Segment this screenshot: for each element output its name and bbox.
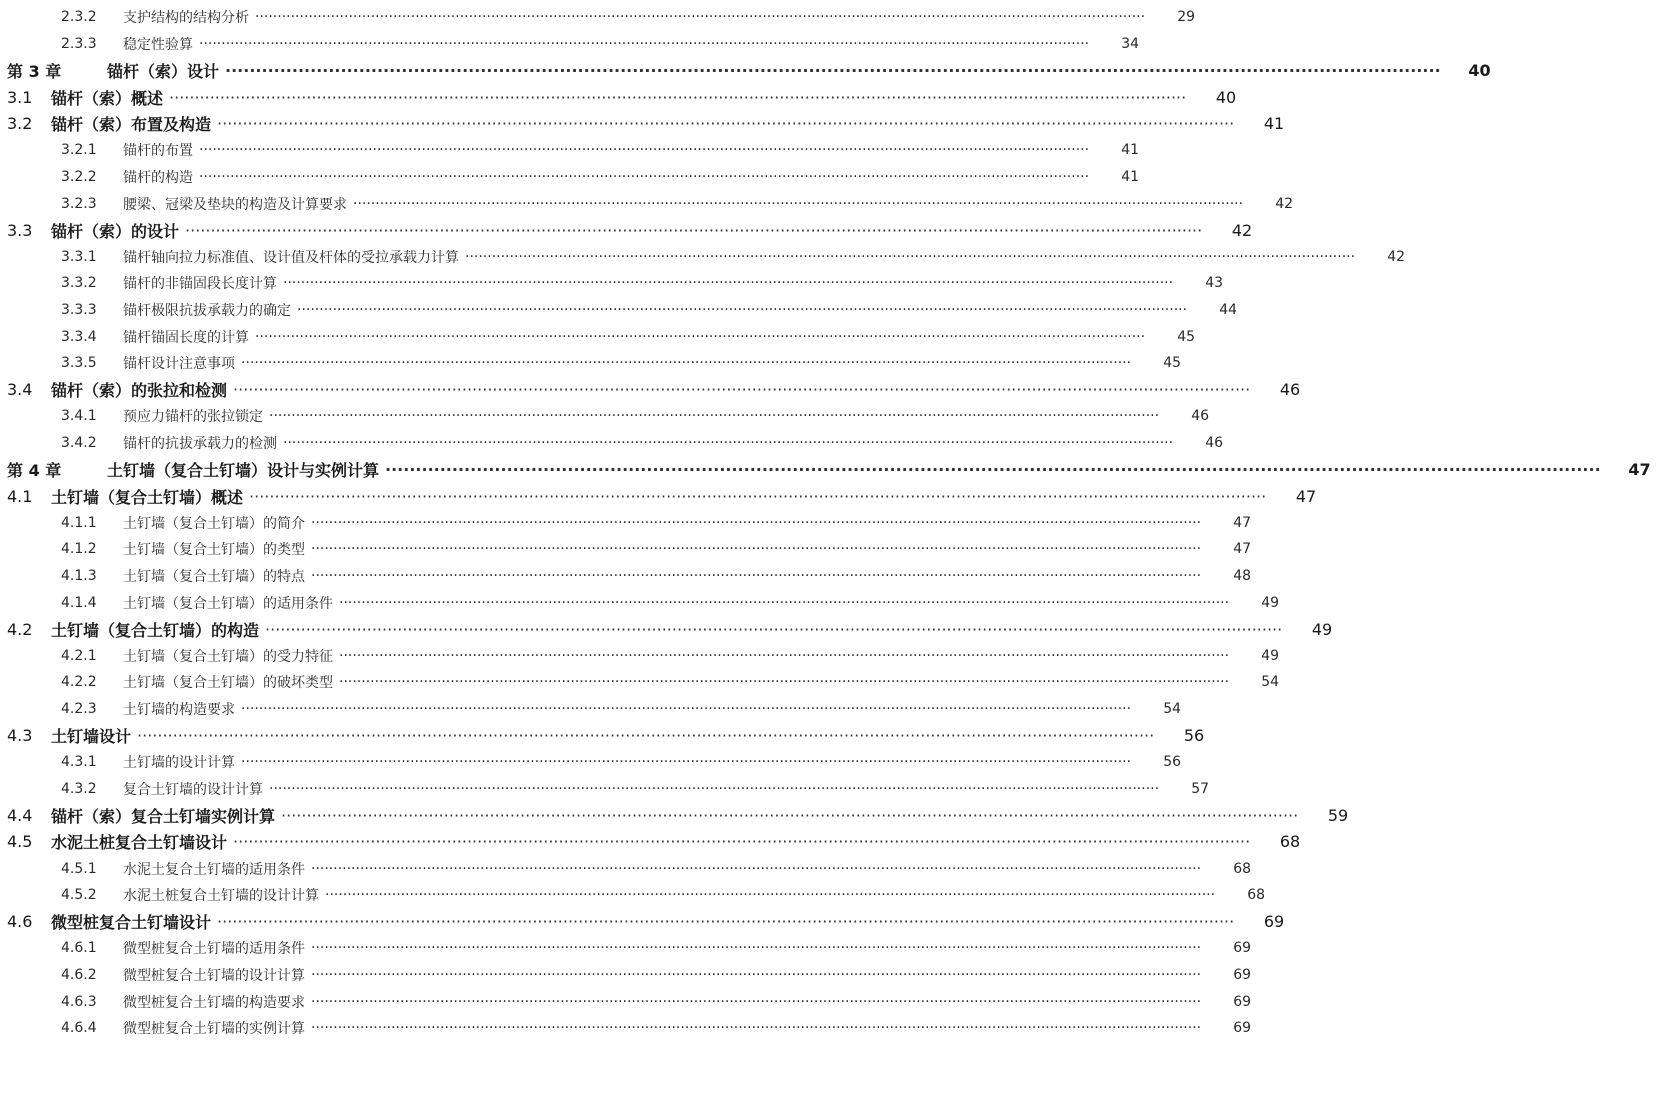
entry-title: 微型桩复合土钉墙的构造要求	[123, 994, 305, 1011]
entry-title: 土钉墙（复合土钉墙）的构造	[51, 620, 260, 640]
entry-title: 微型桩复合土钉墙的设计计算	[123, 967, 305, 984]
entry-page-number: 46	[1205, 434, 1224, 451]
entry-page-number: 47	[1233, 541, 1252, 558]
entry-number: 4.2.2	[61, 674, 97, 691]
entry-number: 3.4	[7, 380, 33, 400]
section-entry[interactable]	[0, 111, 1285, 137]
entry-page-number: 43	[1205, 275, 1224, 292]
dot-leader: ········································································································································································································	[311, 860, 1202, 877]
entry-title: 土钉墙的设计计算	[123, 755, 235, 772]
entry-number: 第 4 章	[7, 461, 62, 480]
dot-leader: ········································································································································································································	[311, 993, 1202, 1010]
section-entry[interactable]	[0, 802, 1349, 828]
dot-leader: ········································································································································································································	[339, 674, 1230, 691]
entry-title: 锚杆（索）的设计	[51, 221, 180, 241]
entry-number: 3.2.1	[61, 142, 97, 159]
dot-leader: ········································································································································································································	[339, 594, 1230, 611]
entry-page-number: 40	[1468, 61, 1491, 80]
entry-number: 4.5.1	[61, 860, 97, 877]
entry-page-number: 68	[1279, 832, 1301, 852]
subsection-entry[interactable]	[0, 564, 1252, 588]
section-entry[interactable]	[0, 84, 1237, 110]
entry-number: 4.2	[7, 619, 33, 639]
dot-leader: ········································································································································································································	[281, 805, 1299, 825]
entry-title: 锚杆的抗拔承载力的检测	[123, 435, 277, 452]
entry-title: 稳定性验算	[123, 36, 193, 53]
entry-page-number: 69	[1233, 940, 1252, 957]
subsection-entry[interactable]	[0, 936, 1252, 960]
entry-page-number: 41	[1121, 168, 1140, 185]
chapter-entry[interactable]	[0, 455, 1651, 485]
entry-number: 3.3.5	[61, 355, 97, 372]
subsection-entry[interactable]	[0, 697, 1182, 721]
dot-leader: ········································································································································································································	[385, 460, 1601, 479]
subsection-entry[interactable]	[0, 192, 1294, 216]
subsection-entry[interactable]	[0, 245, 1406, 269]
entry-number: 3.2.3	[61, 195, 97, 212]
entry-title: 锚杆的非锚固段长度计算	[123, 276, 277, 293]
entry-number: 3.3.4	[61, 328, 97, 345]
subsection-entry[interactable]	[0, 298, 1238, 322]
entry-title: 锚杆的构造	[123, 169, 193, 186]
entry-title: 预应力锚杆的张拉锁定	[123, 409, 263, 426]
section-entry[interactable]	[0, 909, 1285, 935]
dot-leader: ········································································································································································································	[225, 61, 1441, 80]
entry-number: 3.4.2	[61, 434, 97, 451]
entry-page-number: 59	[1327, 805, 1349, 825]
dot-leader: ········································································································································································································	[137, 726, 1155, 745]
entry-number: 3.4.1	[61, 408, 97, 425]
entry-number: 3.3.1	[61, 248, 97, 265]
subsection-entry[interactable]	[0, 777, 1210, 801]
dot-leader: ········································································································································································································	[465, 248, 1356, 265]
entry-title: 土钉墙（复合土钉墙）设计与实例计算	[107, 461, 380, 480]
entry-title: 土钉墙（复合土钉墙）概述	[51, 487, 244, 507]
dot-leader: ········································································································································································································	[199, 142, 1090, 159]
dot-leader: ········································································································································································································	[241, 355, 1132, 372]
subsection-entry[interactable]	[0, 165, 1140, 189]
entry-number: 4.3	[7, 726, 33, 745]
entry-page-number: 45	[1163, 355, 1182, 372]
dot-leader: ········································································································································································································	[241, 754, 1132, 771]
dot-leader: ········································································································································································································	[311, 567, 1202, 584]
entry-number: 3.1	[7, 87, 33, 107]
entry-title: 复合土钉墙的设计计算	[123, 781, 263, 798]
entry-page-number: 68	[1233, 860, 1252, 877]
dot-leader: ········································································································································································································	[185, 220, 1203, 240]
entry-page-number: 45	[1177, 328, 1196, 345]
subsection-entry[interactable]	[0, 990, 1252, 1014]
entry-number: 3.2	[7, 114, 33, 134]
entry-title: 锚杆极限抗拔承载力的确定	[123, 302, 291, 319]
section-entry[interactable]	[0, 829, 1301, 855]
subsection-entry[interactable]	[0, 32, 1140, 56]
entry-page-number: 47	[1628, 460, 1651, 479]
section-entry[interactable]	[0, 723, 1205, 749]
entry-number: 4.6.4	[61, 1020, 97, 1037]
subsection-entry[interactable]	[0, 644, 1280, 668]
dot-leader: ········································································································································································································	[217, 114, 1235, 134]
dot-leader: ········································································································································································································	[339, 647, 1230, 664]
subsection-entry[interactable]	[0, 5, 1196, 29]
entry-title: 锚杆（索）布置及构造	[51, 115, 212, 135]
chapter-entry[interactable]	[0, 56, 1491, 86]
entry-number: 4.1.1	[61, 514, 97, 531]
subsection-entry[interactable]	[0, 325, 1196, 349]
entry-page-number: 42	[1387, 248, 1406, 265]
entry-number: 4.1.4	[61, 594, 97, 611]
dot-leader: ········································································································································································································	[199, 35, 1090, 52]
subsection-entry[interactable]	[0, 1016, 1252, 1040]
subsection-entry[interactable]	[0, 431, 1224, 455]
entry-title: 锚杆（索）设计	[107, 62, 220, 81]
subsection-entry[interactable]	[0, 963, 1252, 987]
entry-page-number: 69	[1263, 912, 1285, 932]
entry-page-number: 47	[1233, 514, 1252, 531]
entry-number: 4.4	[7, 805, 33, 825]
entry-title: 水泥土复合土钉墙的适用条件	[123, 861, 305, 878]
dot-leader: ········································································································································································································	[199, 168, 1090, 185]
entry-title: 土钉墙（复合土钉墙）的特点	[123, 568, 305, 585]
entry-page-number: 48	[1233, 567, 1252, 584]
entry-page-number: 49	[1261, 647, 1280, 664]
entry-page-number: 42	[1275, 195, 1294, 212]
subsection-entry[interactable]	[0, 351, 1182, 375]
dot-leader: ········································································································································································································	[233, 832, 1251, 852]
entry-number: 3.2.2	[61, 168, 97, 185]
dot-leader: ········································································································································································································	[311, 940, 1202, 957]
entry-page-number: 68	[1247, 887, 1266, 904]
entry-title: 锚杆轴向拉力标准值、设计值及杆体的受拉承载力计算	[123, 249, 459, 266]
subsection-entry[interactable]	[0, 537, 1252, 561]
entry-title: 土钉墙的构造要求	[123, 701, 235, 718]
dot-leader: ········································································································································································································	[241, 700, 1132, 717]
entry-number: 4.6.3	[61, 993, 97, 1010]
entry-page-number: 57	[1191, 780, 1210, 797]
subsection-entry[interactable]	[0, 857, 1252, 881]
dot-leader: ········································································································································································································	[297, 301, 1188, 318]
dot-leader: ········································································································································································································	[311, 541, 1202, 558]
entry-page-number: 69	[1233, 1020, 1252, 1037]
entry-number: 4.3.1	[61, 754, 97, 771]
dot-leader: ········································································································································································································	[255, 9, 1146, 26]
entry-title: 微型桩复合土钉墙设计	[51, 913, 212, 933]
dot-leader: ········································································································································································································	[269, 780, 1160, 797]
subsection-entry[interactable]	[0, 138, 1140, 162]
entry-page-number: 29	[1177, 9, 1196, 26]
entry-title: 锚杆（索）概述	[51, 88, 164, 108]
entry-page-number: 41	[1121, 142, 1140, 159]
entry-number: 4.2.3	[61, 700, 97, 717]
dot-leader: ········································································································································································································	[325, 887, 1216, 904]
dot-leader: ········································································································································································································	[283, 434, 1174, 451]
section-entry[interactable]	[0, 483, 1317, 509]
section-entry[interactable]	[0, 217, 1253, 243]
entry-page-number: 40	[1215, 87, 1237, 107]
entry-title: 锚杆设计注意事项	[123, 356, 235, 373]
entry-title: 锚杆（索）的张拉和检测	[51, 381, 228, 401]
entry-page-number: 49	[1261, 594, 1280, 611]
dot-leader: ········································································································································································································	[353, 195, 1244, 212]
entry-number: 4.6.2	[61, 966, 97, 983]
subsection-entry[interactable]	[0, 271, 1224, 295]
entry-number: 3.3.3	[61, 301, 97, 318]
section-entry[interactable]	[0, 377, 1301, 403]
entry-number: 4.1	[7, 486, 33, 506]
entry-page-number: 47	[1295, 486, 1317, 506]
entry-page-number: 69	[1233, 966, 1252, 983]
entry-title: 土钉墙（复合土钉墙）的受力特征	[123, 648, 333, 665]
subsection-entry[interactable]	[0, 591, 1280, 615]
entry-number: 4.1.2	[61, 541, 97, 558]
entry-title: 锚杆的布置	[123, 143, 193, 160]
entry-number: 4.6.1	[61, 940, 97, 957]
entry-number: 3.3.2	[61, 275, 97, 292]
entry-page-number: 54	[1261, 674, 1280, 691]
entry-title: 水泥土桩复合土钉墙的设计计算	[123, 888, 319, 905]
subsection-entry[interactable]	[0, 670, 1280, 694]
subsection-entry[interactable]	[0, 511, 1252, 535]
dot-leader: ········································································································································································································	[169, 87, 1187, 107]
entry-number: 2.3.3	[61, 35, 97, 52]
subsection-entry[interactable]	[0, 404, 1210, 428]
entry-number: 4.2.1	[61, 647, 97, 664]
entry-page-number: 56	[1183, 726, 1205, 745]
subsection-entry[interactable]	[0, 883, 1266, 907]
entry-title: 腰梁、冠梁及垫块的构造及计算要求	[123, 196, 347, 213]
dot-leader: ········································································································································································································	[269, 408, 1160, 425]
dot-leader: ········································································································································································································	[217, 912, 1235, 932]
dot-leader: ········································································································································································································	[311, 966, 1202, 983]
dot-leader: ········································································································································································································	[255, 328, 1146, 345]
entry-title: 土钉墙（复合土钉墙）的适用条件	[123, 595, 333, 612]
dot-leader: ········································································································································································································	[233, 380, 1251, 400]
entry-page-number: 69	[1233, 993, 1252, 1010]
dot-leader: ········································································································································································································	[283, 275, 1174, 292]
entry-number: 4.1.3	[61, 567, 97, 584]
entry-title: 微型桩复合土钉墙的实例计算	[123, 1021, 305, 1038]
entry-number: 4.5.2	[61, 887, 97, 904]
dot-leader: ········································································································································································································	[249, 486, 1267, 506]
subsection-entry[interactable]	[0, 750, 1182, 774]
entry-page-number: 44	[1219, 301, 1238, 318]
entry-page-number: 42	[1231, 220, 1253, 240]
dot-leader: ········································································································································································································	[311, 1020, 1202, 1037]
entry-page-number: 54	[1163, 700, 1182, 717]
entry-number: 4.6	[7, 912, 33, 932]
entry-page-number: 46	[1279, 380, 1301, 400]
entry-page-number: 41	[1263, 114, 1285, 134]
entry-title: 支护结构的结构分析	[123, 10, 249, 27]
section-entry[interactable]	[0, 616, 1333, 642]
entry-page-number: 49	[1311, 619, 1333, 639]
entry-page-number: 56	[1163, 754, 1182, 771]
entry-page-number: 46	[1191, 408, 1210, 425]
dot-leader: ········································································································································································································	[311, 514, 1202, 531]
entry-number: 3.3	[7, 220, 33, 240]
entry-title: 土钉墙（复合土钉墙）的破坏类型	[123, 675, 333, 692]
entry-title: 土钉墙设计	[51, 727, 132, 746]
entry-number: 4.5	[7, 832, 33, 852]
entry-title: 土钉墙（复合土钉墙）的简介	[123, 515, 305, 532]
entry-number: 2.3.2	[61, 9, 97, 26]
entry-number: 第 3 章	[7, 62, 62, 81]
entry-page-number: 34	[1121, 35, 1140, 52]
entry-title: 锚杆锚固长度的计算	[123, 329, 249, 346]
entry-number: 4.3.2	[61, 780, 97, 797]
entry-title: 土钉墙（复合土钉墙）的类型	[123, 542, 305, 559]
entry-title: 锚杆（索）复合土钉墙实例计算	[51, 806, 276, 826]
entry-title: 微型桩复合土钉墙的适用条件	[123, 941, 305, 958]
entry-title: 水泥土桩复合土钉墙设计	[51, 833, 228, 853]
dot-leader: ········································································································································································································	[265, 619, 1283, 639]
